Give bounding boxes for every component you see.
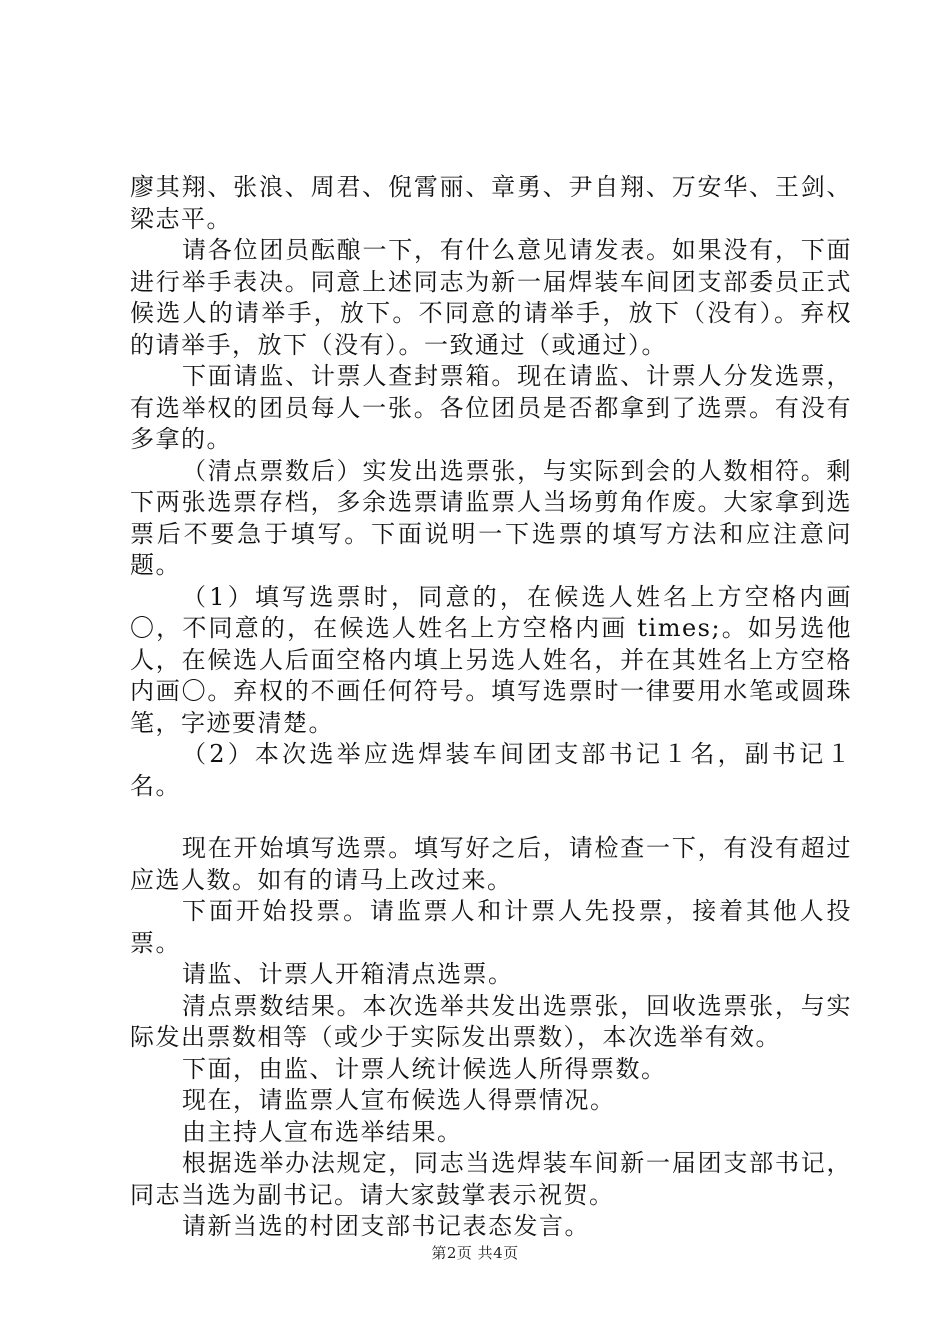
document-body [130,172,852,1243]
paragraph-candidate-names: 廖其翔、张浪、周君、倪霄丽、章勇、尹自翔、万安华、王剑、梁志平。 [130,173,852,233]
paragraph-count-ballots: （清点票数后）实发出选票张，与实际到会的人数相符。剩下两张选票存档，多余选票请监票人当场剪角作废。大家拿到选票后不要急于填写。下面说明一下选票的填写方法和应注意问题。 [130,456,852,579]
paragraph-show-of-hands: 请各位团员酝酿一下，有什么意见请发表。如果没有，下面进行举手表决。同意上述同志为新一届焊装车间团支部委员正式候选人的请举手，放下。不同意的请举手，放下（没有）。弃权的请举手，放下（没有）。一致通过（或通过）。 [130,236,852,359]
paragraph-tally-votes: 下面，由监、计票人统计候选人所得票数。 [182,1054,667,1083]
paragraph-fill-instructions: （1）填写选票时，同意的，在候选人姓名上方空格内画〇，不同意的，在候选人姓名上方空格内画 times;。如另选他人，在候选人后面空格内填上另选人姓名，并在其姓名上方空格内画〇。弃权的不画任何符号。填写选票时一律要用水笔或圆珠笔，字迹要清楚。 [130,582,852,737]
paragraph-announce-result: 由主持人宣布选举结果。 [182,1117,463,1146]
page-number-footer: 第2页 共4页 [431,1244,519,1262]
paragraph-start-voting: 下面开始投票。请监票人和计票人先投票，接着其他人投票。 [130,897,852,957]
paragraph-seats: （2）本次选举应选焊装车间团支部书记１名，副书记１名。 [130,740,852,800]
paragraph-count-result: 清点票数结果。本次选举共发出选票张，回收选票张，与实际发出票数相等（或少于实际发出票数），本次选举有效。 [130,991,852,1051]
paragraph-open-box: 请监、计票人开箱清点选票。 [182,960,514,988]
paragraph-seal-ballot-box: 下面请监、计票人查封票箱。现在请监、计票人分发选票，有选举权的团员每人一张。各位团员是否都拿到了选票。有没有多拿的。 [130,362,852,453]
paragraph-start-filling: 现在开始填写选票。填写好之后，请检查一下，有没有超过应选人数。如有的请马上改过来。 [130,834,852,894]
paragraph-announce-votes: 现在，请监票人宣布候选人得票情况。 [182,1086,616,1114]
paragraph-elected: 根据选举办法规定，同志当选焊装车间新一届团支部书记，同志当选为副书记。请大家鼓掌表示祝贺。 [130,1149,852,1209]
paragraph-speech: 请新当选的村团支部书记表态发言。 [182,1212,590,1240]
